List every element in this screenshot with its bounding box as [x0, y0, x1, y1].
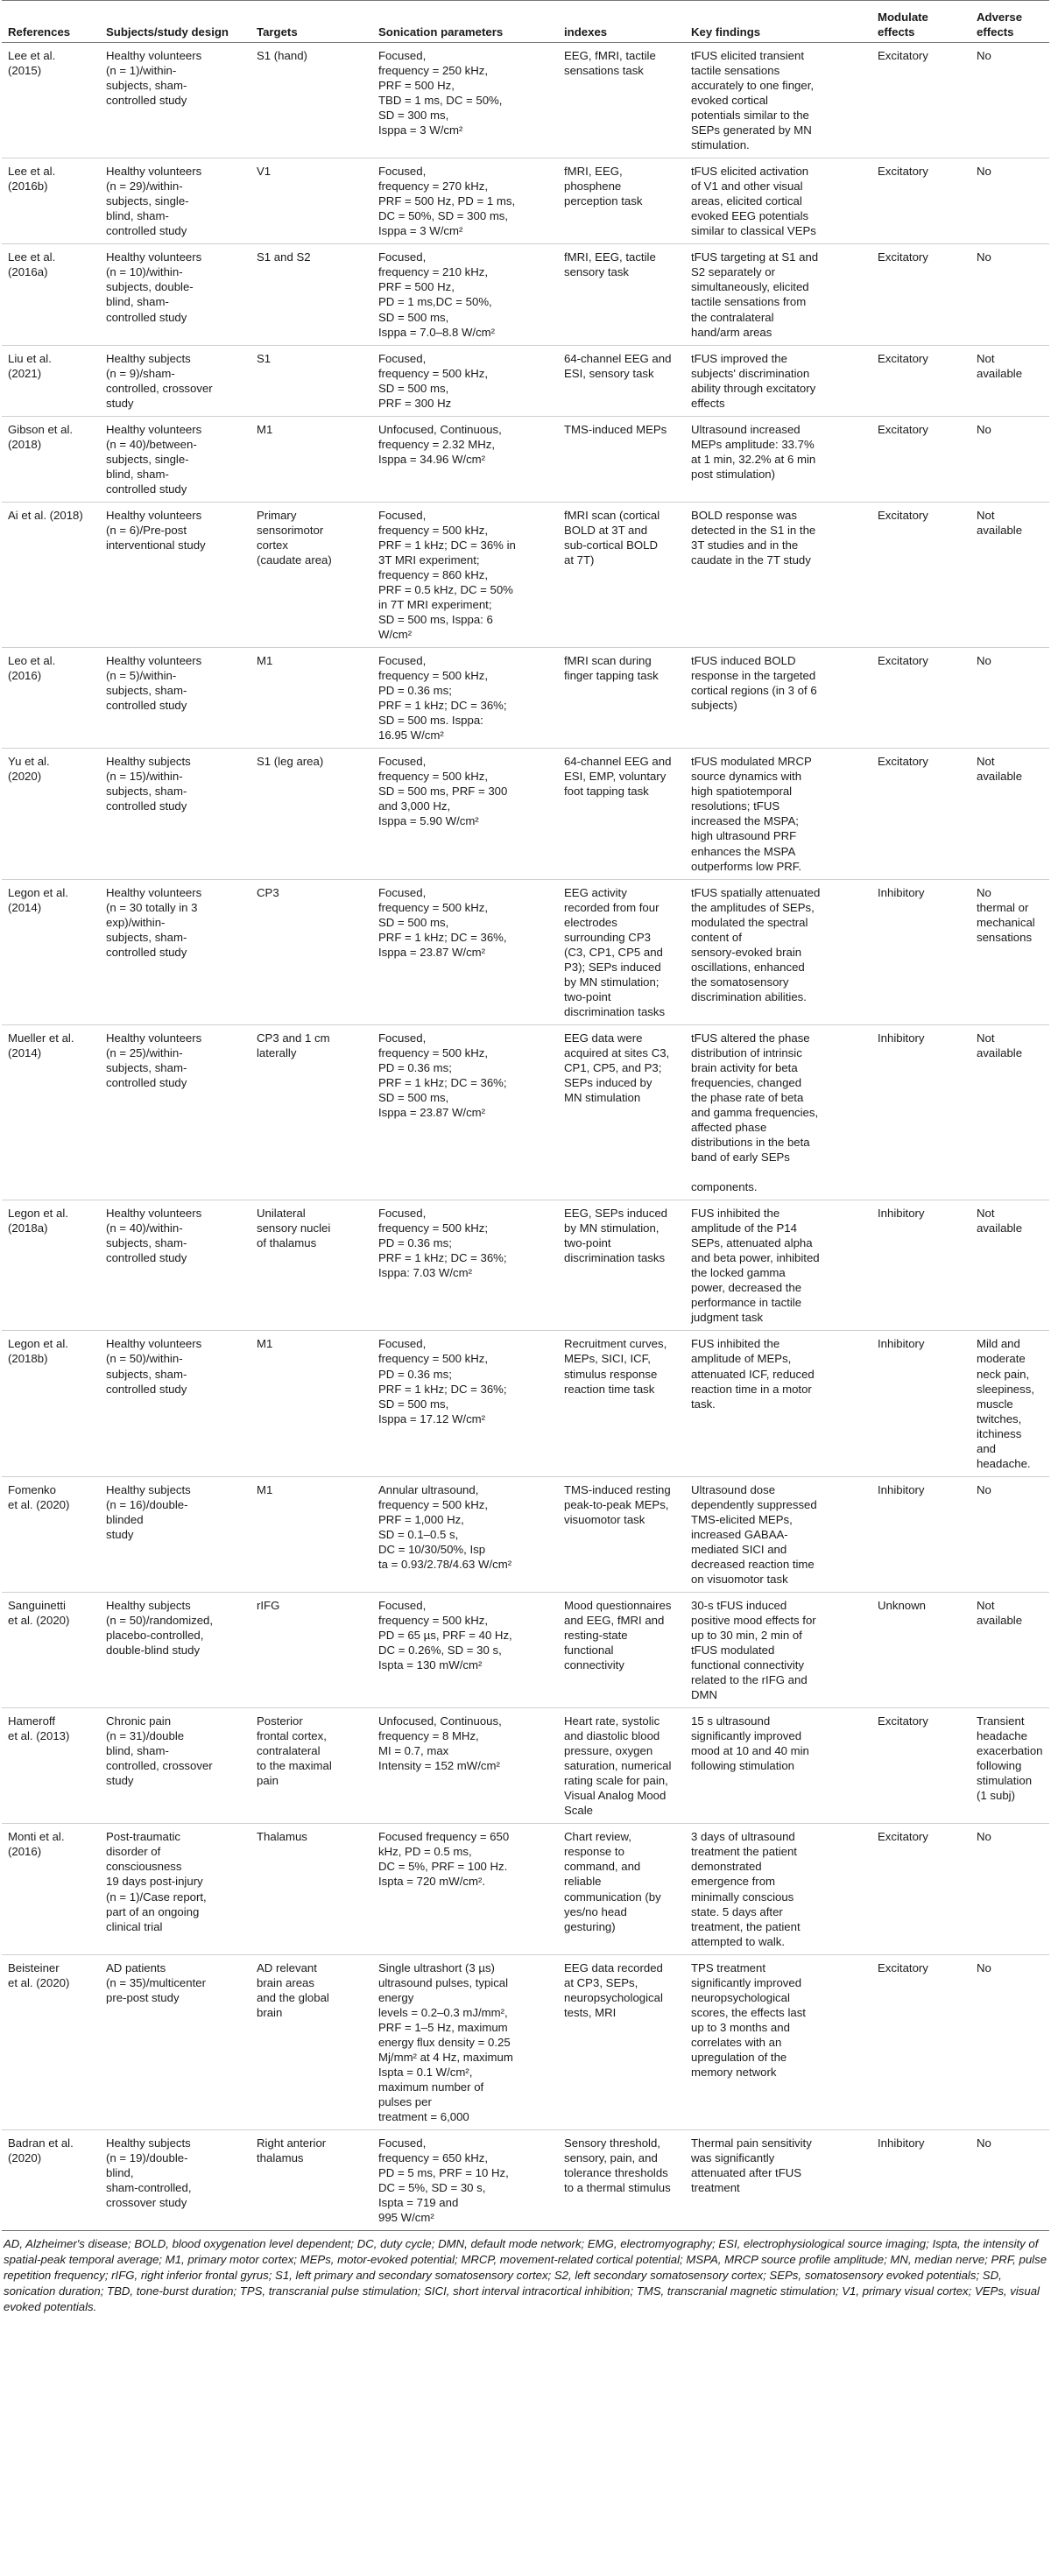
subjects-cell: Healthy subjects (n = 50)/randomized, placebo-controlled, double-blind study	[100, 1592, 250, 1707]
sonication-parameters-cell: Focused, frequency = 500 kHz, PD = 0.36 ms; PRF = 1 kHz; DC = 36%; SD = 500 ms. Isppa: 16.95 W/cm²	[372, 648, 558, 749]
indexes-cell: fMRI scan (cortical BOLD at 3T and sub-cortical BOLD at 7T)	[558, 502, 685, 647]
indexes-cell: EEG activity recorded from four electrodes surrounding CP3 (C3, CP1, CP5 and P3); SEPs induced by MN stimulation; two-point discrimination tasks	[558, 879, 685, 1024]
indexes-cell: EEG, fMRI, tactile sensations task	[558, 43, 685, 158]
key-findings-cell: 15 s ultrasound significantly improved mood at 10 and 40 min following stimulation	[685, 1708, 871, 1824]
modulate-effects-cell: Inhibitory	[871, 1476, 970, 1592]
targets-cell: M1	[250, 1476, 372, 1592]
modulate-effects-cell: Excitatory	[871, 43, 970, 158]
table-footnote: AD, Alzheimer's disease; BOLD, blood oxygenation level dependent; DC, duty cycle; DMN, default mode network; EMG, electromyography; ESI, electrophysiological source imaging; Ispta, the intensity of spatial-peak temporal average; M1, primary motor cortex; MEPs, motor-evoked potential; MRCP, movement-related cortical potential; MSPA, MRCP source profile amplitude; MN, median nerve; PRF, pulse repetition frequency; rIFG, right inferior frontal gyrus; S1, left primary and secondary somatosensory cortex; S2, left secondary somatosensory cortex; SEPs, somatosensory evoked potentials; SD, sonication duration; TBD, tone-burst duration; TPS, transcranial pulse stimulation; SICI, short interval intracortical inhibition; TMS, transcranial magnetic stimulation; V1, primary visual cortex; VEPs, visual evoked potentials.	[4, 2237, 1047, 2314]
reference-cell: Monti et al. (2016)	[2, 1824, 100, 1954]
modulate-effects-cell: Excitatory	[871, 648, 970, 749]
studies-table	[2, 0, 1049, 2231]
key-findings-cell: tFUS elicited transient tactile sensations accurately to one finger, evoked cortical potentials similar to the SEPs generated by MN stimulation.	[685, 43, 871, 158]
table-row	[2, 749, 1049, 879]
subjects-cell: Healthy volunteers (n = 40)/between- subjects, single- blind, sham- controlled study	[100, 416, 250, 502]
subjects-cell: Healthy volunteers (n = 40)/within- subjects, sham- controlled study	[100, 1200, 250, 1331]
reference-cell: Liu et al. (2021)	[2, 345, 100, 416]
table-row	[2, 1476, 1049, 1592]
adverse-effects-cell: Not available	[970, 1024, 1049, 1200]
modulate-effects-cell: Excitatory	[871, 416, 970, 502]
sonication-parameters-cell: Focused, frequency = 500 kHz, PD = 0.36 ms; PRF = 1 kHz; DC = 36%; SD = 500 ms, Isppa = 17.12 W/cm²	[372, 1331, 558, 1476]
sonication-parameters-cell: Focused frequency = 650 kHz, PD = 0.5 ms, DC = 5%, PRF = 100 Hz. Ispta = 720 mW/cm².	[372, 1824, 558, 1954]
targets-cell: Posterior frontal cortex, contralateral to the maximal pain	[250, 1708, 372, 1824]
targets-cell: S1 and S2	[250, 244, 372, 345]
subjects-cell: Healthy subjects (n = 16)/double- blinded study	[100, 1476, 250, 1592]
adverse-effects-cell: No	[970, 1476, 1049, 1592]
modulate-effects-cell: Inhibitory	[871, 2129, 970, 2230]
targets-cell: M1	[250, 416, 372, 502]
sonication-parameters-cell: Focused, frequency = 500 kHz, SD = 500 ms, PRF = 1 kHz; DC = 36%, Isppa = 23.87 W/cm²	[372, 879, 558, 1024]
indexes-cell: TMS-induced MEPs	[558, 416, 685, 502]
table-row	[2, 1592, 1049, 1707]
adverse-effects-cell: Not available	[970, 502, 1049, 647]
adverse-effects-cell: Not available	[970, 749, 1049, 879]
modulate-effects-cell: Excitatory	[871, 502, 970, 647]
table-row	[2, 648, 1049, 749]
targets-cell: Right anterior thalamus	[250, 2129, 372, 2230]
subjects-cell: Healthy volunteers (n = 29)/within- subjects, single- blind, sham- controlled study	[100, 158, 250, 244]
adverse-effects-cell: No	[970, 244, 1049, 345]
modulate-effects-cell: Excitatory	[871, 1954, 970, 2129]
sonication-parameters-cell: Focused, frequency = 500 kHz, SD = 500 ms, PRF = 300 and 3,000 Hz, Isppa = 5.90 W/cm²	[372, 749, 558, 879]
key-findings-cell: FUS inhibited the amplitude of MEPs, attenuated ICF, reduced reaction time in a motor task.	[685, 1331, 871, 1476]
subjects-cell: Healthy volunteers (n = 6)/Pre-post interventional study	[100, 502, 250, 647]
sonication-parameters-cell: Focused, frequency = 250 kHz, PRF = 500 Hz, TBD = 1 ms, DC = 50%, SD = 300 ms, Isppa = 3 W/cm²	[372, 43, 558, 158]
adverse-effects-cell: Mild and moderate neck pain, sleepiness, muscle twitches, itchiness and headache.	[970, 1331, 1049, 1476]
key-findings-cell: tFUS targeting at S1 and S2 separately or simultaneously, elicited tactile sensations from the contralateral hand/arm areas	[685, 244, 871, 345]
reference-cell: Lee et al. (2015)	[2, 43, 100, 158]
modulate-effects-cell: Excitatory	[871, 1708, 970, 1824]
key-findings-cell: tFUS altered the phase distribution of intrinsic brain activity for beta frequencies, changed the phase rate of beta and gamma frequencies, affected phase distributions in the beta band of early SEPs components.	[685, 1024, 871, 1200]
adverse-effects-cell: Not available	[970, 345, 1049, 416]
reference-cell: Beisteiner et al. (2020)	[2, 1954, 100, 2129]
table-body	[2, 43, 1049, 2231]
subjects-cell: Healthy subjects (n = 15)/within- subjects, sham- controlled study	[100, 749, 250, 879]
indexes-cell: fMRI, EEG, tactile sensory task	[558, 244, 685, 345]
modulate-effects-cell: Inhibitory	[871, 1331, 970, 1476]
header-key-findings: Key findings	[685, 1, 871, 43]
key-findings-cell: FUS inhibited the amplitude of the P14 SEPs, attenuated alpha and beta power, inhibited the locked gamma power, decreased the performance in tactile judgment task	[685, 1200, 871, 1331]
adverse-effects-cell: No	[970, 43, 1049, 158]
key-findings-cell: tFUS improved the subjects' discrimination ability through excitatory effects	[685, 345, 871, 416]
indexes-cell: Sensory threshold, sensory, pain, and tolerance thresholds to a thermal stimulus	[558, 2129, 685, 2230]
key-findings-cell: tFUS spatially attenuated the amplitudes of SEPs, modulated the spectral content of sensory-evoked brain oscillations, enhanced the somatosensory discrimination abilities.	[685, 879, 871, 1024]
subjects-cell: Post-traumatic disorder of consciousness 19 days post-injury (n = 1)/Case report, part of an ongoing clinical trial	[100, 1824, 250, 1954]
targets-cell: CP3 and 1 cm laterally	[250, 1024, 372, 1200]
subjects-cell: Healthy volunteers (n = 5)/within- subjects, sham- controlled study	[100, 648, 250, 749]
targets-cell: S1 (leg area)	[250, 749, 372, 879]
subjects-cell: AD patients (n = 35)/multicenter pre-post study	[100, 1954, 250, 2129]
table-row	[2, 1824, 1049, 1954]
indexes-cell: Mood questionnaires and EEG, fMRI and resting-state functional connectivity	[558, 1592, 685, 1707]
sonication-parameters-cell: Focused, frequency = 650 kHz, PD = 5 ms, PRF = 10 Hz, DC = 5%, SD = 30 s, Ispta = 719 and 995 W/cm²	[372, 2129, 558, 2230]
modulate-effects-cell: Excitatory	[871, 1824, 970, 1954]
modulate-effects-cell: Excitatory	[871, 244, 970, 345]
indexes-cell: TMS-induced resting peak-to-peak MEPs, visuomotor task	[558, 1476, 685, 1592]
subjects-cell: Healthy subjects (n = 9)/sham- controlled, crossover study	[100, 345, 250, 416]
key-findings-cell: TPS treatment significantly improved neuropsychological scores, the effects last up to 3 months and correlates with an upregulation of the memory network	[685, 1954, 871, 2129]
reference-cell: Gibson et al. (2018)	[2, 416, 100, 502]
reference-cell: Ai et al. (2018)	[2, 502, 100, 647]
modulate-effects-cell: Unknown	[871, 1592, 970, 1707]
table-row	[2, 1331, 1049, 1476]
subjects-cell: Healthy volunteers (n = 10)/within- subjects, double- blind, sham- controlled study	[100, 244, 250, 345]
adverse-effects-cell: Not available	[970, 1200, 1049, 1331]
key-findings-cell: 30-s tFUS induced positive mood effects for up to 30 min, 2 min of tFUS modulated functional connectivity related to the rIFG and DMN	[685, 1592, 871, 1707]
reference-cell: Mueller et al. (2014)	[2, 1024, 100, 1200]
reference-cell: Badran et al. (2020)	[2, 2129, 100, 2230]
key-findings-cell: 3 days of ultrasound treatment the patient demonstrated emergence from minimally conscious state. 5 days after treatment, the patient attempted to walk.	[685, 1824, 871, 1954]
sonication-parameters-cell: Unfocused, Continuous, frequency = 2.32 MHz, Isppa = 34.96 W/cm²	[372, 416, 558, 502]
table-row	[2, 1708, 1049, 1824]
reference-cell: Lee et al. (2016a)	[2, 244, 100, 345]
adverse-effects-cell: Not available	[970, 1592, 1049, 1707]
indexes-cell: 64-channel EEG and ESI, sensory task	[558, 345, 685, 416]
header-row	[2, 1, 1049, 43]
table-row	[2, 879, 1049, 1024]
modulate-effects-cell: Excitatory	[871, 158, 970, 244]
reference-cell: Legon et al. (2014)	[2, 879, 100, 1024]
adverse-effects-cell: No	[970, 158, 1049, 244]
adverse-effects-cell: Transient headache exacerbation following stimulation (1 subj)	[970, 1708, 1049, 1824]
table-row	[2, 158, 1049, 244]
header-references: References	[2, 1, 100, 43]
targets-cell: M1	[250, 648, 372, 749]
targets-cell: Thalamus	[250, 1824, 372, 1954]
indexes-cell: fMRI, EEG, phosphene perception task	[558, 158, 685, 244]
table-row	[2, 244, 1049, 345]
subjects-cell: Healthy volunteers (n = 50)/within- subjects, sham- controlled study	[100, 1331, 250, 1476]
modulate-effects-cell: Inhibitory	[871, 1024, 970, 1200]
table-row	[2, 1200, 1049, 1331]
modulate-effects-cell: Inhibitory	[871, 1200, 970, 1331]
key-findings-cell: BOLD response was detected in the S1 in the 3T studies and in the caudate in the 7T study	[685, 502, 871, 647]
sonication-parameters-cell: Focused, frequency = 500 kHz, PD = 0.36 ms; PRF = 1 kHz; DC = 36%; SD = 500 ms, Isppa = 23.87 W/cm²	[372, 1024, 558, 1200]
adverse-effects-cell: No	[970, 648, 1049, 749]
targets-cell: V1	[250, 158, 372, 244]
indexes-cell: 64-channel EEG and ESI, EMP, voluntary foot tapping task	[558, 749, 685, 879]
reference-cell: Fomenko et al. (2020)	[2, 1476, 100, 1592]
subjects-cell: Healthy volunteers (n = 30 totally in 3 exp)/within- subjects, sham- controlled study	[100, 879, 250, 1024]
modulate-effects-cell: Excitatory	[871, 345, 970, 416]
sonication-parameters-cell: Unfocused, Continuous, frequency = 8 MHz, MI = 0.7, max Intensity = 152 mW/cm²	[372, 1708, 558, 1824]
subjects-cell: Chronic pain (n = 31)/double blind, sham- controlled, crossover study	[100, 1708, 250, 1824]
modulate-effects-cell: Inhibitory	[871, 879, 970, 1024]
header-adverse-effects: Adverse effects	[970, 1, 1049, 43]
adverse-effects-cell: No	[970, 1954, 1049, 2129]
header-indexes: indexes	[558, 1, 685, 43]
targets-cell: CP3	[250, 879, 372, 1024]
key-findings-cell: Ultrasound dose dependently suppressed TMS-elicited MEPs, increased GABAA- mediated SICI and decreased reaction time on visuomotor task	[685, 1476, 871, 1592]
header-sonication-parameters: Sonication parameters	[372, 1, 558, 43]
reference-cell: Lee et al. (2016b)	[2, 158, 100, 244]
adverse-effects-cell: No	[970, 1824, 1049, 1954]
targets-cell: rIFG	[250, 1592, 372, 1707]
indexes-cell: Recruitment curves, MEPs, SICI, ICF, stimulus response reaction time task	[558, 1331, 685, 1476]
key-findings-cell: tFUS modulated MRCP source dynamics with high spatiotemporal resolutions; tFUS increased the MSPA; high ultrasound PRF enhances the MSPA outperforms low PRF.	[685, 749, 871, 879]
sonication-parameters-cell: Annular ultrasound, frequency = 500 kHz, PRF = 1,000 Hz, SD = 0.1–0.5 s, DC = 10/30/50%, Isp ta = 0.93/2.78/4.63 W/cm²	[372, 1476, 558, 1592]
adverse-effects-cell: No	[970, 416, 1049, 502]
header-modulate-effects: Modulate effects	[871, 1, 970, 43]
sonication-parameters-cell: Focused, frequency = 500 kHz, PD = 65 µs, PRF = 40 Hz, DC = 0.26%, SD = 30 s, Ispta = 130 mW/cm²	[372, 1592, 558, 1707]
targets-cell: S1	[250, 345, 372, 416]
sonication-parameters-cell: Focused, frequency = 500 kHz, PRF = 1 kHz; DC = 36% in 3T MRI experiment; frequency = 860 kHz, PRF = 0.5 kHz, DC = 50% in 7T MRI experiment; SD = 500 ms, Isppa: 6 W/cm²	[372, 502, 558, 647]
sonication-parameters-cell: Focused, frequency = 270 kHz, PRF = 500 Hz, PD = 1 ms, DC = 50%, SD = 300 ms, Isppa = 3 W/cm²	[372, 158, 558, 244]
key-findings-cell: Thermal pain sensitivity was significantly attenuated after tFUS treatment	[685, 2129, 871, 2230]
reference-cell: Yu et al. (2020)	[2, 749, 100, 879]
subjects-cell: Healthy volunteers (n = 1)/within- subjects, sham- controlled study	[100, 43, 250, 158]
header-subjects: Subjects/study design	[100, 1, 250, 43]
indexes-cell: fMRI scan during finger tapping task	[558, 648, 685, 749]
key-findings-cell: Ultrasound increased MEPs amplitude: 33.7% at 1 min, 32.2% at 6 min post stimulation)	[685, 416, 871, 502]
table-row	[2, 1954, 1049, 2129]
key-findings-cell: tFUS induced BOLD response in the targeted cortical regions (in 3 of 6 subjects)	[685, 648, 871, 749]
subjects-cell: Healthy volunteers (n = 25)/within- subjects, sham- controlled study	[100, 1024, 250, 1200]
sonication-parameters-cell: Single ultrashort (3 µs) ultrasound pulses, typical energy levels = 0.2–0.3 mJ/mm², PRF = 1–5 Hz, maximum energy flux density = 0.25 Mj/mm² at 4 Hz, maximum Ispta = 0.1 W/cm², maximum number of pulses per treatment = 6,000	[372, 1954, 558, 2129]
indexes-cell: EEG, SEPs induced by MN stimulation, two-point discrimination tasks	[558, 1200, 685, 1331]
table-row	[2, 345, 1049, 416]
reference-cell: Hameroff et al. (2013)	[2, 1708, 100, 1824]
adverse-effects-cell: No thermal or mechanical sensations	[970, 879, 1049, 1024]
table-row	[2, 2129, 1049, 2230]
table-row	[2, 43, 1049, 158]
key-findings-cell: tFUS elicited activation of V1 and other visual areas, elicited cortical evoked EEG potentials similar to classical VEPs	[685, 158, 871, 244]
table-header	[2, 1, 1049, 43]
subjects-cell: Healthy subjects (n = 19)/double- blind, sham-controlled, crossover study	[100, 2129, 250, 2230]
adverse-effects-cell: No	[970, 2129, 1049, 2230]
reference-cell: Leo et al. (2016)	[2, 648, 100, 749]
table-row	[2, 416, 1049, 502]
table-row	[2, 1024, 1049, 1200]
targets-cell: AD relevant brain areas and the global brain	[250, 1954, 372, 2129]
header-targets: Targets	[250, 1, 372, 43]
reference-cell: Legon et al. (2018a)	[2, 1200, 100, 1331]
modulate-effects-cell: Excitatory	[871, 749, 970, 879]
targets-cell: Primary sensorimotor cortex (caudate area)	[250, 502, 372, 647]
reference-cell: Legon et al. (2018b)	[2, 1331, 100, 1476]
indexes-cell: Heart rate, systolic and diastolic blood pressure, oxygen saturation, numerical rating scale for pain, Visual Analog Mood Scale	[558, 1708, 685, 1824]
reference-cell: Sanguinetti et al. (2020)	[2, 1592, 100, 1707]
indexes-cell: EEG data recorded at CP3, SEPs, neuropsychological tests, MRI	[558, 1954, 685, 2129]
sonication-parameters-cell: Focused, frequency = 500 kHz; PD = 0.36 ms; PRF = 1 kHz; DC = 36%; Isppa: 7.03 W/cm²	[372, 1200, 558, 1331]
sonication-parameters-cell: Focused, frequency = 210 kHz, PRF = 500 Hz, PD = 1 ms,DC = 50%, SD = 500 ms, Isppa = 7.0–8.8 W/cm²	[372, 244, 558, 345]
targets-cell: Unilateral sensory nuclei of thalamus	[250, 1200, 372, 1331]
sonication-parameters-cell: Focused, frequency = 500 kHz, SD = 500 ms, PRF = 300 Hz	[372, 345, 558, 416]
targets-cell: M1	[250, 1331, 372, 1476]
table-row	[2, 502, 1049, 647]
indexes-cell: EEG data were acquired at sites C3, CP1, CP5, and P3; SEPs induced by MN stimulation	[558, 1024, 685, 1200]
targets-cell: S1 (hand)	[250, 43, 372, 158]
indexes-cell: Chart review, response to command, and reliable communication (by yes/no head gesturing)	[558, 1824, 685, 1954]
